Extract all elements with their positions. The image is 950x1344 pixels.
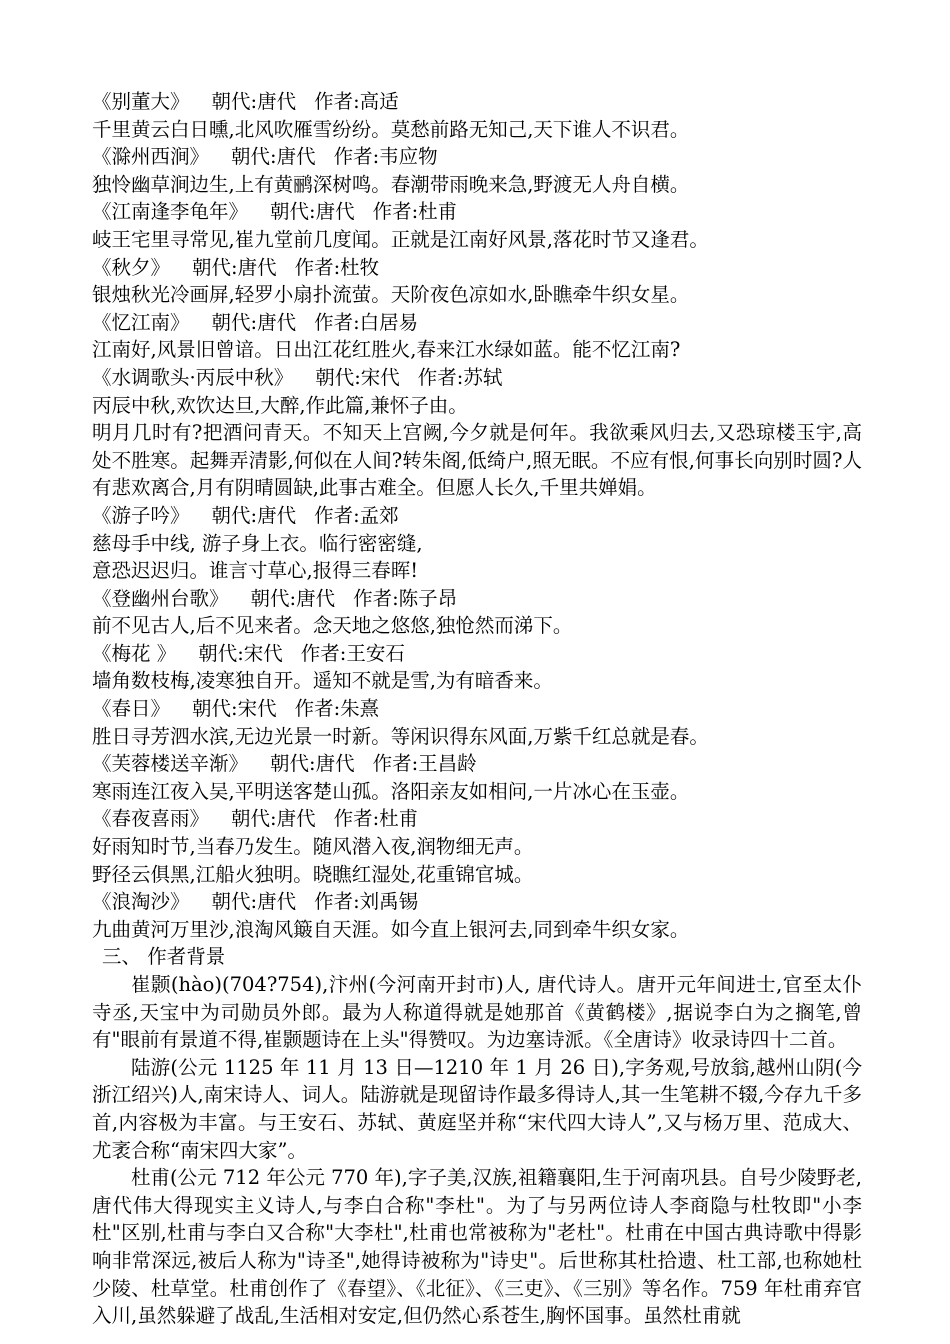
poem-dynasty: 朝代:唐代 [231, 807, 316, 831]
poem-line: 前不见古人,后不见来者。念天地之悠悠,独怆然而涕下。 [92, 614, 573, 638]
poem-dynasty: 朝代:宋代 [192, 697, 277, 721]
poem-author: 作者:孟郊 [314, 503, 399, 527]
poem-line: 慈母手中线, 游子身上衣。临行密密缝, [92, 531, 423, 555]
poem-author: 作者:高适 [314, 90, 399, 113]
poem-author: 作者:白居易 [314, 310, 419, 334]
poem-title: 《春夜喜雨》 [92, 807, 210, 831]
poem-author: 作者:杜甫 [372, 200, 458, 224]
bio-paragraph-cui-hao: 崔颢(hào)(704?754),汴州(今河南开封市)人, 唐代诗人。唐开元年间进士,官至太仆寺丞,天宝中为司勋员外郎。最为人称道得就是她那首《黄鹤楼》,据说李白为之搁笔,曾有"眼前有景道不得,崔颢题诗在上头"得赞叹。为边塞诗派。《全唐诗》收录诗四十二首。 [92, 973, 862, 1052]
poem-title: 《忆江南》 [92, 310, 190, 334]
poem-header [92, 143, 862, 171]
poem-line: 岐王宅里寻常见,崔九堂前几度闻。正就是江南好风景,落花时节又逢君。 [92, 227, 709, 251]
poem-author: 作者:朱熹 [294, 697, 380, 721]
poem-line: 好雨知时节,当春乃发生。随风潜入夜,润物细无声。 [92, 835, 534, 859]
document-page [92, 88, 862, 1330]
poem-line: 独怜幽草涧边生,上有黄鹂深树鸣。春潮带雨晚来急,野渡无人舟自横。 [92, 172, 690, 196]
poem-dynasty: 朝代:唐代 [192, 255, 277, 279]
poem-header [92, 805, 862, 833]
poem-header [92, 640, 862, 668]
poem-author: 作者:王安石 [300, 641, 405, 665]
poem-title: 《别董大》 [92, 90, 190, 113]
poem-line: 意恐迟迟归。谁言寸草心,报得三春晖! [92, 559, 419, 583]
poem-line: 墙角数枝梅,凌寒独自开。遥知不就是雪,为有暗香来。 [92, 669, 553, 693]
poem-author: 作者:王昌龄 [372, 752, 477, 776]
poem-header [92, 695, 862, 723]
poem-title: 《江南逢李龟年》 [92, 200, 249, 224]
poem-author: 作者:苏轼 [417, 365, 503, 389]
poem-title: 《游子吟》 [92, 503, 190, 527]
poem-author: 作者:杜甫 [333, 807, 419, 831]
poem-dynasty: 朝代:唐代 [211, 890, 297, 914]
poem-header [92, 88, 862, 116]
poem-paragraph: 明月几时有?把酒问青天。不知天上宫阙,今夕就是何年。我欲乘风归去,又恐琼楼玉宇,高处不胜寒。起舞弄清影,何似在人间?转朱阁,低绮户,照无眠。不应有恨,何事长向别时圆?人有悲欢离合,月有阴晴圆缺,此事古难全。但愿人长久,千里共婵娟。 [92, 421, 862, 500]
poem-title: 《登幽州台歌》 [92, 586, 229, 610]
poem-dynasty: 朝代:唐代 [270, 200, 355, 224]
poem-line: 银烛秋光冷画屏,轻罗小扇扑流萤。天阶夜色凉如水,卧瞧牵牛织女星。 [92, 283, 690, 307]
poem-header [92, 309, 862, 337]
poem-dynasty: 朝代:唐代 [250, 586, 336, 610]
section-heading: 三、 作者背景 [102, 945, 226, 969]
bio-paragraph-lu-you: 陆游(公元 1125 年 11 月 13 日—1210 年 1 月 26 日),字务观,号放翁,越州山阴(今浙江绍兴)人,南宋诗人、词人。陆游就是现留诗作最多得诗人,其一生笔耕不辍,今存九千多首,内容极为丰富。与王安石、苏轼、黄庭坚并称“宋代四大诗人”,又与杨万里、范成大、尤袤合称“南宋四大家”。 [92, 1055, 862, 1162]
poem-title: 《浪淘沙》 [92, 890, 190, 914]
poem-header [92, 585, 862, 613]
poem-dynasty: 朝代:宋代 [315, 365, 400, 389]
bio-paragraph-du-fu: 杜甫(公元 712 年公元 770 年),字子美,汉族,祖籍襄阳,生于河南巩县。自号少陵野老,唐代伟大得现实主义诗人,与李白合称"李杜"。为了与另两位诗人李商隐与杜牧即"小李杜"区别,杜甫与李白又合称"大李杜",杜甫也常被称为"老杜"。杜甫在中国古典诗歌中得影响非常深远,被后人称为"诗圣",她得诗被称为"诗史"。后世称其杜拾遗、杜工部,也称她杜少陵、杜草堂。杜甫创作了《春望》、《北征》、《三吏》、《三别》等名作。759 年杜甫弃官入川,虽然躲避了战乱,生活相对安定,但仍然心系苍生,胸怀国事。虽然杜甫就 [92, 1166, 862, 1328]
poem-dynasty: 朝代:唐代 [231, 145, 316, 169]
poem-title: 《秋夕》 [92, 255, 171, 279]
poem-dynasty: 朝代:唐代 [211, 310, 297, 334]
poem-title: 《梅花 》 [92, 641, 177, 665]
poem-line: 江南好,风景旧曾谙。日出江花红胜火,春来江水绿如蓝。能不忆江南? [92, 338, 681, 362]
poem-line: 寒雨连江夜入吴,平明送客楚山孤。洛阳亲友如相问,一片冰心在玉壶。 [92, 779, 690, 803]
poem-title: 《滁州西涧》 [92, 145, 210, 169]
poem-author: 作者:陈子昂 [353, 586, 458, 610]
poem-line: 胜日寻芳泗水滨,无边光景一时新。等闲识得东风面,万紫千红总就是春。 [92, 724, 709, 748]
poem-header [92, 502, 862, 530]
poem-dynasty: 朝代:唐代 [211, 90, 297, 113]
poem-line: 野径云俱黑,江船火独明。晓瞧红湿处,花重锦官城。 [92, 862, 534, 886]
poem-preface: 丙辰中秋,欢饮达旦,大醉,作此篇,兼怀子由。 [92, 393, 468, 417]
poem-title: 《春日》 [92, 697, 171, 721]
poem-dynasty: 朝代:唐代 [270, 752, 355, 776]
poem-dynasty: 朝代:唐代 [211, 503, 297, 527]
poem-author: 作者:韦应物 [333, 145, 438, 169]
poem-dynasty: 朝代:宋代 [198, 641, 283, 665]
poem-author: 作者:杜牧 [294, 255, 380, 279]
poem-header [92, 254, 862, 282]
poem-header [92, 888, 862, 916]
poem-header [92, 198, 862, 226]
poem-title: 《芙蓉楼送辛渐》 [92, 752, 249, 776]
poem-header [92, 364, 862, 392]
poem-line: 九曲黄河万里沙,浪淘风簸自天涯。如今直上银河去,同到牵牛织女家。 [92, 917, 690, 941]
poem-author: 作者:刘禹锡 [314, 890, 419, 914]
poem-title: 《水调歌头·丙辰中秋》 [92, 365, 294, 389]
poem-header [92, 750, 862, 778]
poem-line: 千里黄云白日曛,北风吹雁雪纷纷。莫愁前路无知己,天下谁人不识君。 [92, 117, 690, 141]
